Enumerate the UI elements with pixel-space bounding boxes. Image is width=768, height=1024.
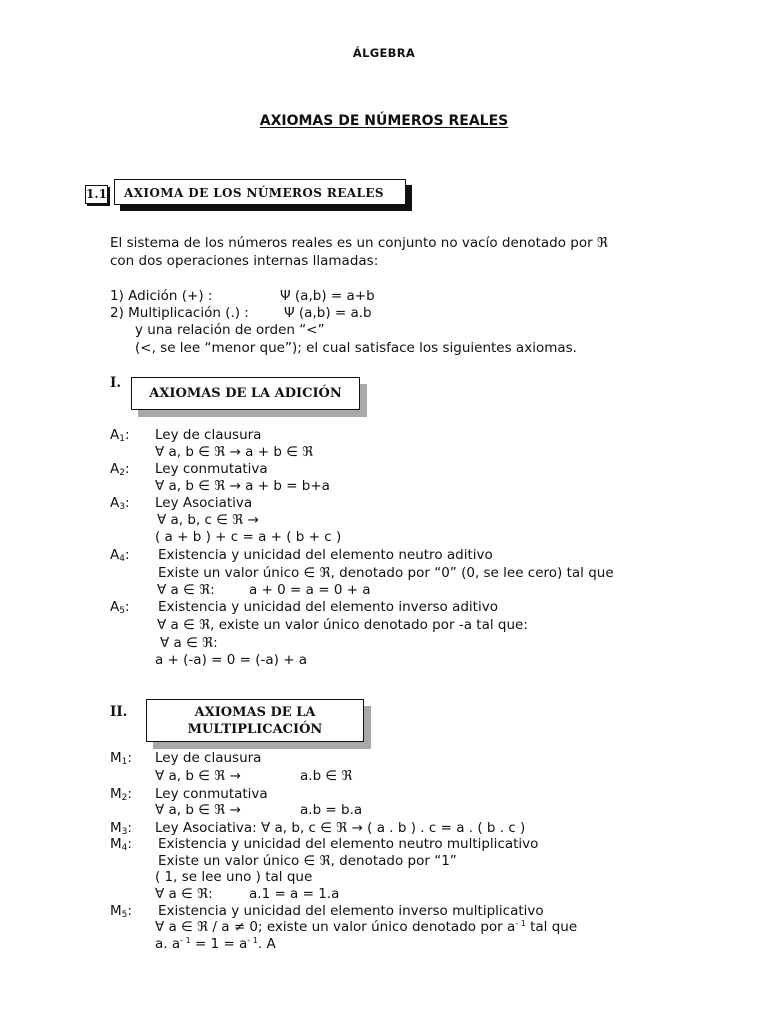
axiom-m1-formula-a: ∀ a, b ∈ ℜ → [155,768,241,784]
operation-addition-label: 1) Adición (+) : [110,288,213,304]
axiom-m2-formula-b: a.b = b.a [300,802,363,818]
axiom-m2-name: Ley conmutativa [155,786,268,802]
axiom-m5-formula-2: a. $a^{- 1} = 1 = a^{- 1}$. A [155,936,276,952]
axiom-m1-label: $M_1$: [110,750,132,767]
axiom-a1-label: $A_1$: [110,427,130,444]
section-number: 1.1 [85,185,108,204]
intro-line-1: El sistema de los números reales es un conjunto no vacío denotado por ℜ [110,235,608,251]
axiom-m4-formula-3a: ∀ a ∈ ℜ: [155,886,213,902]
section-title-box: AXIOMA DE LOS NÚMEROS REALES [114,179,406,205]
operation-multiplication-label: 2) Multiplicación (.) : [110,305,249,321]
axiom-m4-formula-2: ( 1, se lee uno ) tal que [155,869,313,885]
axiom-a3-formula-1: ∀ a, b, c ∈ ℜ → [157,512,259,528]
axiom-a5-name: Existencia y unicidad del elemento inverso aditivo [158,599,498,615]
operation-multiplication-formula: Ψ (a,b) = a.b [284,305,372,321]
axiom-a1-name: Ley de clausura [155,427,262,443]
axiom-a4-formula-2a: ∀ a ∈ ℜ: [157,582,215,598]
operation-addition-formula: Ψ (a,b) = a+b [280,288,375,304]
axiom-m4-formula-3b: a.1 = a = 1.a [249,886,340,902]
page-header: ÁLGEBRA [352,46,416,60]
axiom-m5-name: Existencia y unicidad del elemento inverso multiplicativo [158,903,544,919]
axiom-m4-label: $M_4$: [110,836,132,853]
axiom-m3-name: Ley Asociativa: ∀ a, b, c ∈ ℜ → ( a . b ) . c = a . ( b . c ) [155,820,526,836]
axiom-a3-label: $A_3$: [110,495,130,512]
axiom-m3-label: $M_3$: [110,820,132,837]
multiplication-axioms-box [146,699,364,742]
axiom-a2-name: Ley conmutativa [155,461,268,477]
part-1-numeral: I. [110,375,122,391]
page-title: AXIOMAS DE NÚMEROS REALES [259,113,509,129]
axiom-a5-label: $A_5$: [110,599,130,616]
multiplication-box-line-2: MULTIPLICACIÓN [187,722,323,737]
axiom-a4-label: $A_4$: [110,547,130,564]
axiom-a5-formula-2: ∀ a ∈ ℜ: [160,635,218,651]
axiom-m4-name: Existencia y unicidad del elemento neutro multiplicativo [158,836,539,852]
axiom-a1-formula: ∀ a, b ∈ ℜ → a + b ∈ ℜ [155,444,314,460]
axiom-a4-formula-1: Existe un valor único ∈ ℜ, denotado por “0” (0, se lee cero) tal que [158,565,614,581]
order-relation-line-2: (<, se lee “menor que”); el cual satisface los siguientes axiomas. [135,340,577,356]
axiom-m2-label: $M_2$: [110,786,132,803]
axiom-a5-formula-3: a + (-a) = 0 = (-a) + a [155,652,308,668]
axiom-a3-formula-2: ( a + b ) + c = a + ( b + c ) [155,529,342,545]
intro-line-2: con dos operaciones internas llamadas: [110,253,379,269]
axiom-m1-name: Ley de clausura [155,750,262,766]
axiom-m4-formula-1: Existe un valor único ∈ ℜ, denotado por “1” [158,853,457,869]
axiom-m5-formula-1: ∀ a ∈ ℜ / a ≠ 0; existe un valor único denotado por $a^{- 1}$ tal que [155,919,578,935]
axiom-a2-formula: ∀ a, b ∈ ℜ → a + b = b+a [155,478,330,494]
axiom-a5-formula-1: ∀ a ∈ ℜ, existe un valor único denotado por -a tal que: [157,617,528,633]
axiom-m1-formula-b: a.b ∈ ℜ [300,768,353,784]
axiom-a4-name: Existencia y unicidad del elemento neutro aditivo [158,547,493,563]
axiom-m5-label: $M_5$: [110,903,132,920]
axiom-a4-formula-2b: a + 0 = a = 0 + a [249,582,371,598]
axiom-a3-name: Ley Asociativa [155,495,253,511]
addition-axioms-box: AXIOMAS DE LA ADICIÓN [131,377,360,410]
axiom-m2-formula-a: ∀ a, b ∈ ℜ → [155,802,241,818]
order-relation-line-1: y una relación de orden “<” [135,322,325,338]
axiom-a2-label: $A_2$: [110,461,130,478]
multiplication-box-line-1: AXIOMAS DE LA [194,705,316,720]
part-2-numeral: II. [110,704,128,720]
